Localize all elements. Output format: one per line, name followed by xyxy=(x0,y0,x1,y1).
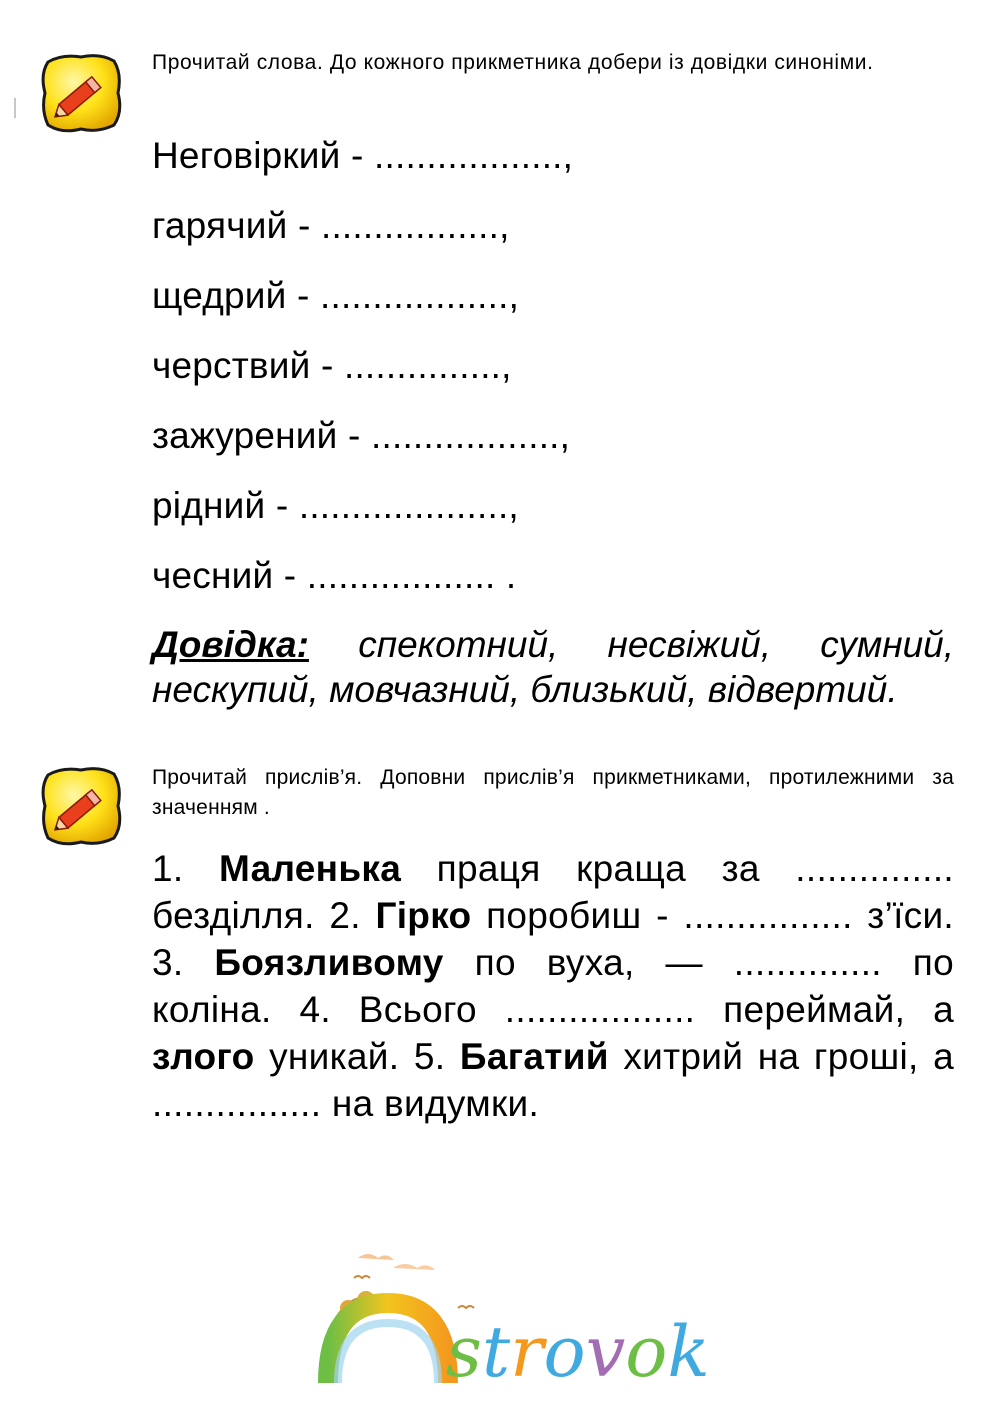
proverb-part: 1. xyxy=(152,848,220,889)
answer-blank[interactable]: - .................., xyxy=(337,415,571,456)
pencil-icon xyxy=(38,763,124,849)
word-row[interactable] xyxy=(152,552,573,622)
proverb-part: поробиш - ................ з’їси. 3. xyxy=(152,895,954,983)
task2-instruction: Прочитай прислів’я. Доповни прислів’я прикметниками, протилежними за значенням . xyxy=(152,766,954,819)
adjective: гарячий xyxy=(152,205,288,246)
word-row[interactable] xyxy=(152,202,573,272)
word-row[interactable] xyxy=(152,272,573,342)
adjective: черствий xyxy=(152,345,311,386)
logo-letter: t xyxy=(481,1311,511,1388)
answer-blank[interactable]: - .................., xyxy=(286,275,520,316)
pencil-icon xyxy=(38,50,124,136)
logo-letter: s xyxy=(446,1311,482,1388)
adjective: чесний xyxy=(152,555,274,596)
logo-letter: o xyxy=(625,1311,668,1388)
help-label: Довідка: xyxy=(152,624,309,665)
word-row[interactable] xyxy=(152,132,573,202)
proverb-keyword: Гірко xyxy=(375,895,472,936)
proverb-keyword: Маленька xyxy=(219,848,402,889)
answer-blank[interactable]: - ...................., xyxy=(265,485,519,526)
logo-text xyxy=(446,1311,710,1388)
word-row[interactable] xyxy=(152,412,573,482)
proverb-keyword: Багатий xyxy=(459,1036,609,1077)
scan-mark xyxy=(14,98,16,118)
answer-blank[interactable]: - ................., xyxy=(287,205,510,246)
proverb-part: хитрий на гроші, а ................ на видумки. xyxy=(152,1036,954,1124)
adjective: рідний xyxy=(152,485,266,526)
logo-letter: r xyxy=(510,1311,544,1388)
task1-instruction: Прочитай слова. До кожного прикметника добери із довідки синоніми. xyxy=(152,51,874,74)
logo-letter: o xyxy=(543,1311,586,1388)
proverbs-text xyxy=(152,845,954,1127)
proverb-keyword: злого xyxy=(152,1036,255,1077)
adjective: щедрий xyxy=(152,275,287,316)
answer-blank[interactable]: - .................., xyxy=(340,135,574,176)
answer-blank[interactable]: - .................. . xyxy=(273,555,517,596)
proverb-part: по вуха, — .............. по коліна. 4. Всього .................. переймай, а xyxy=(152,942,955,1030)
adjective: Неговіркий xyxy=(152,135,341,176)
logo-letter: v xyxy=(585,1311,626,1388)
synonym-word-list xyxy=(152,132,573,622)
answer-blank[interactable]: - ..............., xyxy=(310,345,512,386)
word-row[interactable] xyxy=(152,342,573,412)
help-box xyxy=(152,622,954,712)
proverb-part: праця краща за ............... безділля. 2. xyxy=(152,848,954,936)
word-row[interactable] xyxy=(152,482,573,552)
adjective: зажурений xyxy=(152,415,338,456)
proverb-keyword: Боязливому xyxy=(214,942,444,983)
logo-letter: k xyxy=(667,1311,710,1388)
help-words: спекотний, несвіжий, сумний, нескупий, мовчазний, близький, відвертий. xyxy=(152,624,955,710)
proverb-part: уникай. 5. xyxy=(254,1036,460,1077)
ostrovok-logo xyxy=(318,1248,758,1388)
